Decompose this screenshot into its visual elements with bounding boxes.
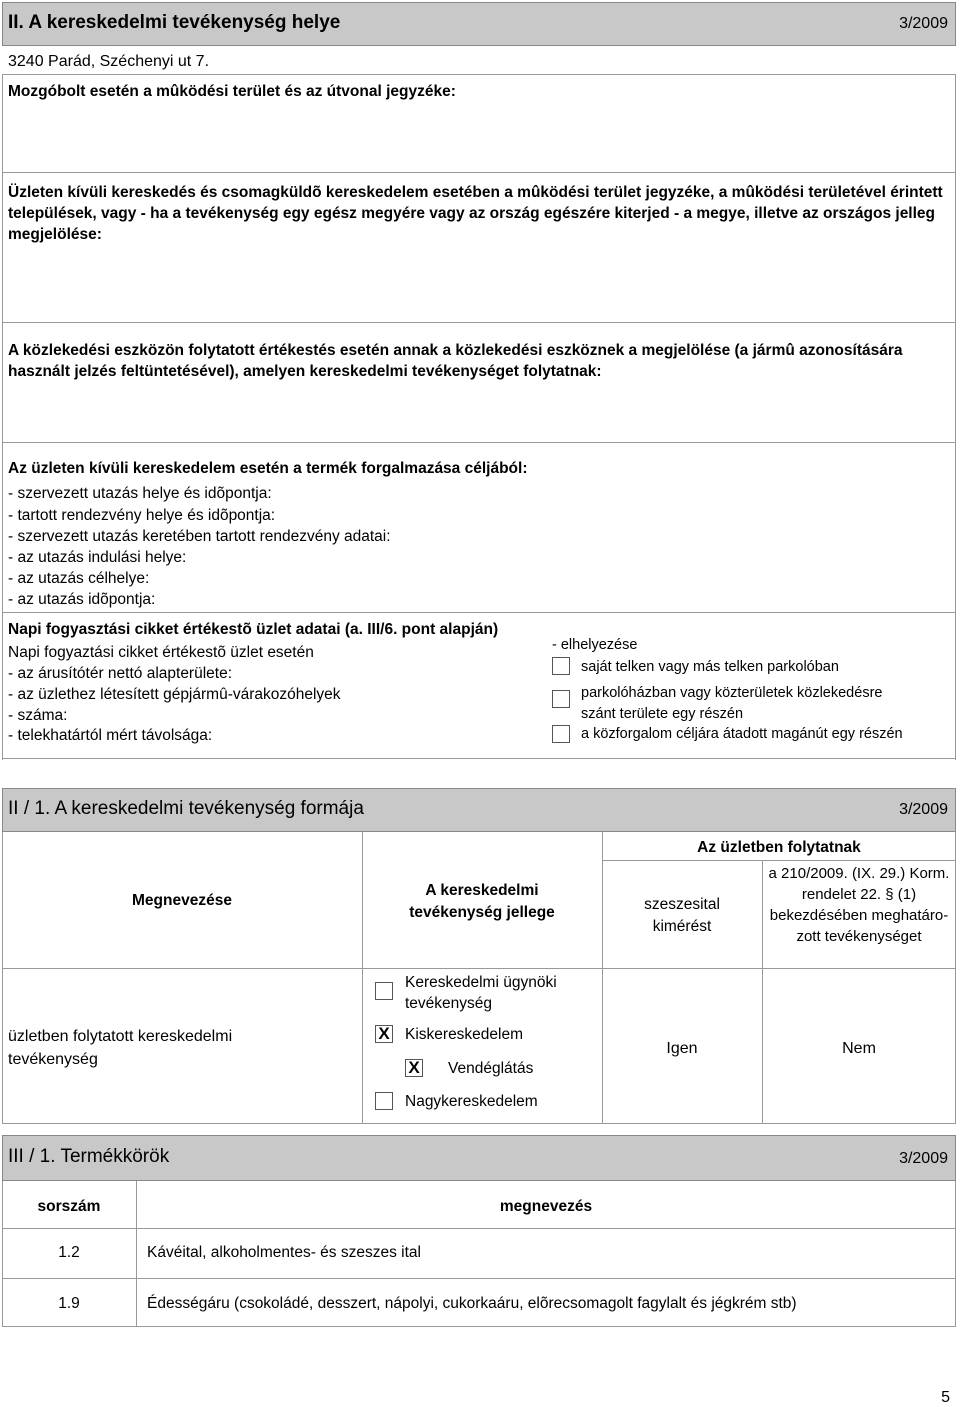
row-name: üzletben folytatott kereskedelmi tevékenység [8, 1028, 233, 1068]
col-product-header: megnevezés [499, 1198, 593, 1215]
nature-option: Vendéglátás [448, 1060, 534, 1077]
divider [602, 832, 603, 1124]
col-nature-header: A kereskedelmi tevékenység jellege [409, 882, 555, 921]
nature-checkbox[interactable] [375, 982, 393, 1000]
outside-trade-item: - szervezett utazás helye és idõpontja: [8, 485, 272, 502]
product-row-no: 1.2 [58, 1244, 80, 1261]
divider [2, 1228, 956, 1229]
divider [2, 74, 3, 760]
divider [2, 758, 956, 759]
outside-trade-heading: Az üzleten kívüli kereskedelem esetén a termék forgalmazása céljából: [8, 460, 528, 477]
nature-checkbox[interactable]: X [405, 1059, 423, 1077]
divider [2, 172, 956, 173]
col-alcohol-header: szeszesital kimérést [644, 896, 720, 935]
section-title: II. A kereskedelmi tevékenység helye [8, 12, 341, 33]
product-row-no: 1.9 [58, 1295, 80, 1312]
placement-option: saját telken vagy más telken parkolóban [581, 659, 839, 675]
placement-label: - elhelyezése [552, 637, 638, 653]
nature-option: Nagykereskedelem [405, 1093, 538, 1110]
divider [2, 612, 956, 613]
vehicle-label: A közlekedési eszközön folytatott értékestés esetén annak a közlekedési eszköznek a megjelölése (a jármû azonosítására használt jelzés feltüntetésével), amelyen kereskedelmi tevékenységet folytatnak: [8, 342, 903, 380]
placement-option: a közforgalom céljára átadott magánút egy részén [581, 726, 903, 742]
placement-option: parkolóházban vagy közterületek közlekedésre szánt területe egy részén [581, 685, 883, 722]
daily-item: Napi fogyaztási cikket értékestõ üzlet esetén [8, 644, 314, 661]
placement-checkbox[interactable] [552, 690, 570, 708]
form-code: 3/2009 [899, 801, 948, 818]
product-section-title: III / 1. Termékkörök [8, 1146, 170, 1167]
divider [2, 968, 956, 969]
decree-value: Nem [842, 1040, 876, 1057]
alcohol-value: Igen [666, 1040, 698, 1057]
product-row-name: Kávéital, alkoholmentes- és szeszes ital [147, 1244, 421, 1261]
col-decree-header: a 210/2009. (IX. 29.) Korm. rendelet 22. § (1) bekezdésében meghatáro-zott tevékenységet [768, 865, 950, 945]
outside-trade-item: - az utazás célhelye: [8, 570, 150, 587]
outside-store-label: Üzleten kívüli kereskedés és csomagküldõ kereskedelem esetében a mûködési terület jegyzéke, a mûködési területével érintett települések, vagy - ha a tevékenység egy egész megyére vagy az ország egészére kiterjed - a megye, illetve az országos jelleg megjelölése: [8, 184, 943, 243]
nature-checkbox[interactable]: X [375, 1025, 393, 1043]
product-row-name: Édességáru (csokoládé, desszert, nápolyi, cukorkaáru, elõrecsomagolt fagylalt és jégkrém stb) [147, 1295, 797, 1312]
nature-checkbox[interactable] [375, 1092, 393, 1110]
form-section-title: II / 1. A kereskedelmi tevékenység formája [8, 798, 364, 819]
col-name-header: Megnevezése [132, 892, 232, 909]
divider [2, 74, 956, 75]
daily-item: - az árusítótér nettó alapterülete: [8, 665, 233, 682]
daily-item: - telekhatártól mért távolsága: [8, 727, 213, 744]
form-code: 3/2009 [899, 15, 948, 32]
page-number: 5 [941, 1389, 950, 1406]
nature-option: Kereskedelmi ügynöki tevékenység [405, 974, 557, 1012]
divider [2, 322, 956, 323]
daily-item: - száma: [8, 707, 68, 724]
divider [955, 74, 956, 760]
col-instore-header: Az üzletben folytatnak [697, 839, 861, 856]
outside-trade-item: - az utazás idõpontja: [8, 591, 156, 608]
outside-trade-item: - szervezett utazás keretében tartott rendezvény adatai: [8, 528, 391, 545]
divider [602, 860, 956, 861]
placement-checkbox[interactable] [552, 725, 570, 743]
mobile-label: Mozgóbolt esetén a mûködési terület és az útvonal jegyzéke: [8, 83, 456, 100]
outside-trade-item: - az utazás indulási helye: [8, 549, 187, 566]
nature-option: Kiskereskedelem [405, 1026, 524, 1043]
outside-trade-item: - tartott rendezvény helye és idõpontja: [8, 507, 276, 524]
placement-checkbox[interactable] [552, 657, 570, 675]
daily-item: - az üzlethez létesített gépjármû-várakozóhelyek [8, 686, 341, 703]
divider [2, 442, 956, 443]
address: 3240 Parád, Széchenyi ut 7. [8, 53, 210, 70]
col-no-header: sorszám [37, 1198, 101, 1215]
form-code: 3/2009 [899, 1150, 948, 1167]
daily-heading: Napi fogyasztási cikket értékestõ üzlet adatai (a. III/6. pont alapján) [8, 621, 499, 638]
divider [362, 832, 363, 1124]
divider [2, 1278, 956, 1279]
